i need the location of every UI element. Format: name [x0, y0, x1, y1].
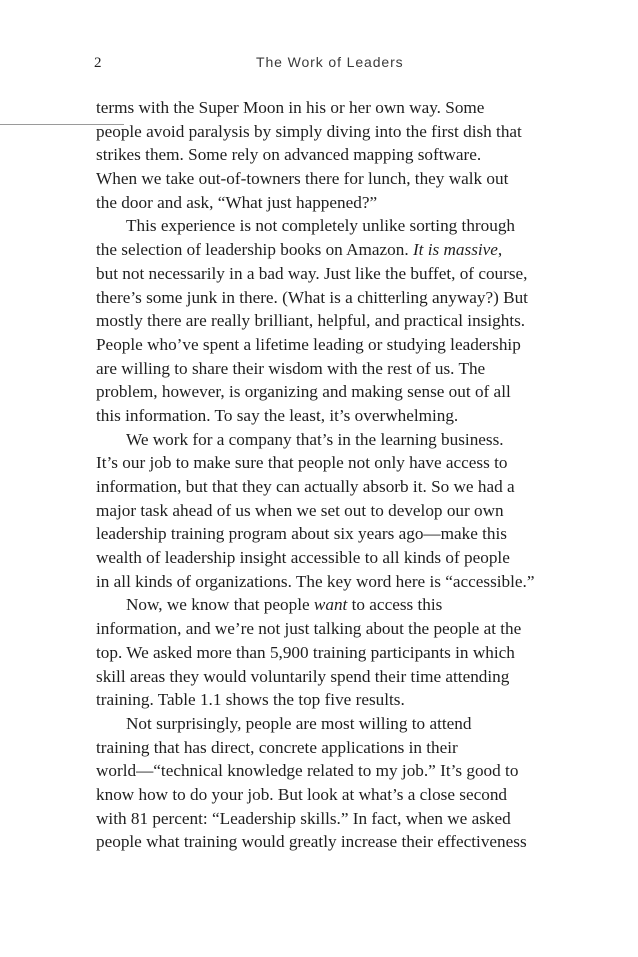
body-text: [96, 96, 544, 854]
paragraph-start-line: This experience is not completely unlike sorting through: [126, 216, 516, 236]
emphasis-text: want: [313, 595, 348, 615]
text-line: information, but that they can actually absorb it. So we had a: [96, 477, 515, 496]
text-line: People who’ve spent a lifetime leading or studying leadership: [96, 334, 521, 354]
text-line: in all kinds of organizations. The key word here is “accessible.”: [96, 571, 535, 591]
text-line: world—“technical knowledge related to my job.” It’s good to: [96, 761, 519, 781]
running-head: [0, 52, 638, 76]
paragraph-start-line: Not surprisingly, people are most willing to attend: [126, 713, 472, 733]
text-line: terms with the Super Moon in his or her own way. Some: [96, 98, 485, 117]
text-line: strikes them. Some rely on advanced mapping software.: [96, 145, 482, 165]
text-line: wealth of leadership insight accessible to all kinds of people: [96, 548, 510, 568]
text-segment: the selection of leadership books on Amazon.: [96, 240, 413, 260]
paragraph-start-line: [96, 593, 544, 617]
text-line: are willing to share their wisdom with the rest of us. The: [96, 358, 486, 378]
text-line: It’s our job to make sure that people not only have access to: [96, 453, 508, 473]
running-title: The Work of Leaders: [256, 54, 404, 70]
text-line: but not necessarily in a bad way. Just like the buffet, of course,: [96, 263, 528, 283]
text-line: the door and ask, “What just happened?”: [96, 192, 378, 212]
text-line: training that has direct, concrete applications in their: [96, 737, 458, 757]
paragraph-start-line: We work for a company that’s in the learning business.: [126, 429, 504, 449]
text-line: [96, 238, 544, 262]
text-segment: ,: [497, 240, 503, 260]
text-segment: to access this: [347, 595, 443, 615]
text-line: training. Table 1.1 shows the top five results.: [96, 690, 405, 710]
text-line: people what training would greatly increase their effectiveness: [96, 832, 527, 852]
text-line: mostly there are really brilliant, helpful, and practical insights.: [96, 311, 526, 331]
text-line: When we take out-of-towners there for lunch, they walk out: [96, 169, 509, 189]
text-line: skill areas they would voluntarily spend their time attending: [96, 666, 510, 686]
text-line: with 81 percent: “Leadership skills.” In fact, when we asked: [96, 808, 511, 828]
text-line: know how to do your job. But look at what’s a close second: [96, 784, 508, 804]
text-line: leadership training program about six years ago—make this: [96, 524, 507, 544]
emphasis-text: It is massive: [412, 240, 498, 260]
text-line: people avoid paralysis by simply diving into the first dish that: [96, 121, 522, 141]
text-segment: Now, we know that people: [126, 595, 314, 615]
text-line: this information. To say the least, it’s overwhelming.: [96, 405, 459, 425]
text-line: problem, however, is organizing and making sense out of all: [96, 382, 511, 402]
text-line: information, and we’re not just talking about the people at the: [96, 619, 522, 639]
text-line: there’s some junk in there. (What is a chitterling anyway?) But: [96, 287, 528, 307]
text-line: major task ahead of us when we set out to develop our own: [96, 500, 504, 520]
text-line: top. We asked more than 5,900 training participants in which: [96, 642, 515, 662]
page-number: 2: [94, 55, 102, 71]
